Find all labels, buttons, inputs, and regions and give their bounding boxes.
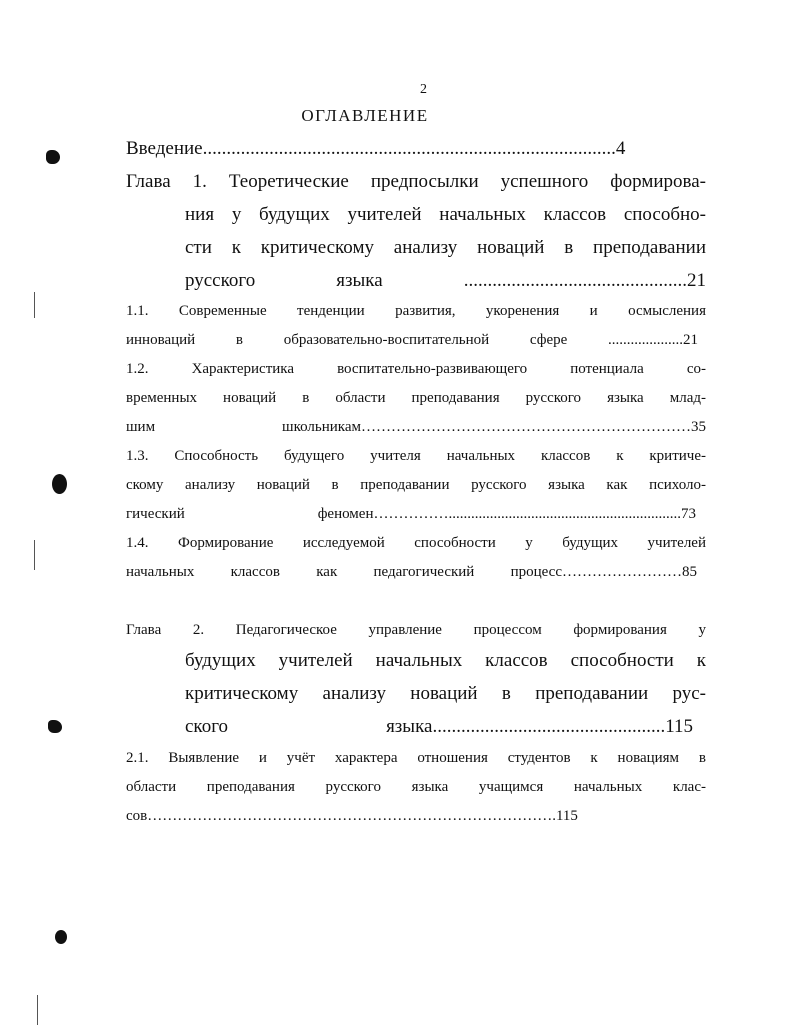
page-number: 2 (420, 82, 427, 97)
toc-section-2-1-line-2: области преподавания русского языка учащимся начальных клас- (126, 779, 706, 795)
toc-chapter-2-line-4: ского языка.................................................115 (185, 716, 693, 737)
scan-line (37, 995, 38, 1025)
scan-mark (48, 720, 62, 733)
scan-mark (46, 150, 60, 164)
toc-section-1-4-line-1: 1.4. Формирование исследуемой способности у будущих учителей (126, 535, 706, 551)
scan-line (34, 292, 35, 318)
toc-section-1-3-line-1: 1.3. Способность будущего учителя начальных классов к критиче- (126, 448, 706, 464)
scan-line (34, 540, 35, 570)
toc-chapter-1-line-4: русского языка ...............................................21 (185, 270, 706, 291)
toc-chapter-2-line-1: Глава 2. Педагогическое управление процессом формирования у (126, 622, 706, 638)
toc-section-1-2-line-1: 1.2. Характеристика воспитательно-развивающего потенциала со- (126, 361, 706, 377)
toc-title: ОГЛАВЛЕНИЕ (301, 106, 429, 125)
toc-section-1-4-line-2: начальных классов как педагогический процесс……………………85 (126, 564, 697, 580)
toc-chapter-1-line-3: сти к критическому анализу новаций в преподавании (185, 237, 706, 258)
toc-section-1-1-line-2: инноваций в образовательно-воспитательной сфере ....................21 (126, 332, 698, 348)
toc-chapter-2-line-3: критическому анализу новаций в преподавании рус- (185, 683, 706, 704)
toc-chapter-1-line-1: Глава 1. Теоретические предпосылки успешного формирова- (126, 171, 706, 192)
toc-section-1-3-line-2: скому анализу новаций в преподавании русского языка как психоло- (126, 477, 706, 493)
toc-section-2-1-line-1: 2.1. Выявление и учёт характера отношения студентов к новациям в (126, 750, 706, 766)
scan-mark (55, 930, 67, 944)
toc-section-1-2-line-2: временных новаций в области преподавания русского языка млад- (126, 390, 706, 406)
toc-section-2-1-line-3: сов……………………………………………………………………….115 (126, 808, 578, 824)
toc-section-1-3-line-3: гический феномен……………..............................................................73 (126, 506, 696, 522)
toc-section-1-2-line-3: шим школьникам…………………………………………………………35 (126, 419, 706, 435)
toc-entry-introduction: Введение.......................................................................................4 (126, 138, 626, 159)
toc-chapter-1-line-2: ния у будущих учителей начальных классов способно- (185, 204, 706, 225)
scan-mark (52, 474, 67, 494)
toc-chapter-2-line-2: будущих учителей начальных классов способности к (185, 650, 706, 671)
toc-section-1-1-line-1: 1.1. Современные тенденции развития, укоренения и осмысления (126, 303, 706, 319)
